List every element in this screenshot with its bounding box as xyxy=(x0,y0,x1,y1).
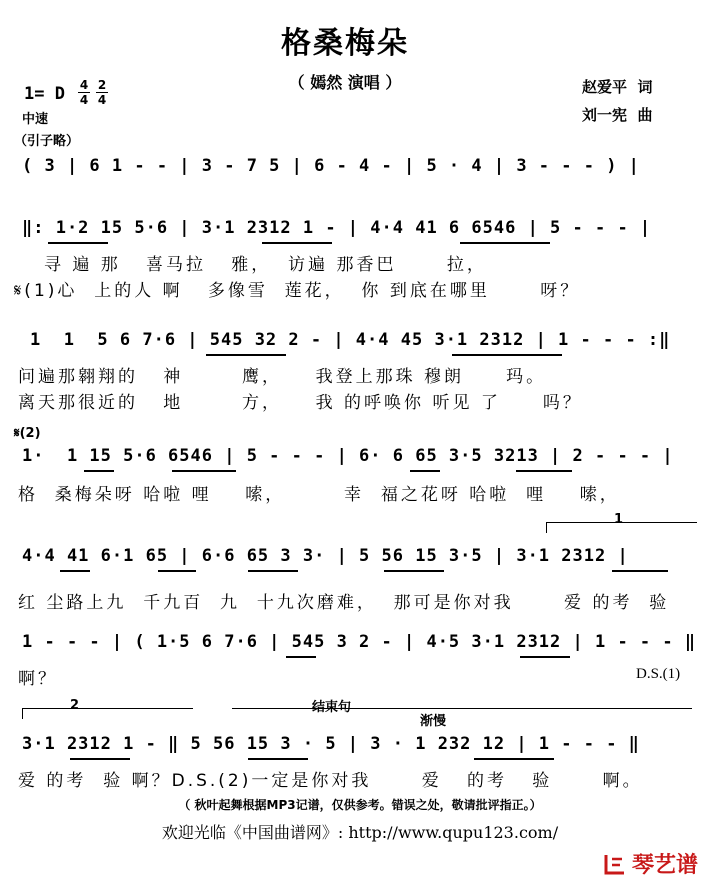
time-signature-2 xyxy=(96,79,108,106)
key-signature: 1= D xyxy=(24,84,65,104)
segno-mark-2: 𝄋(2) xyxy=(14,426,41,441)
lyric-row-3: 格 桑梅朵呀 哈啦 哩 嗦， 幸 福之花呀 哈啦 哩 嗦， xyxy=(18,485,620,505)
tempo-marking: 中速 xyxy=(22,112,49,127)
volta-2-label: 2 xyxy=(70,698,80,713)
score-row-2: 1 1 5 6 7·6 | 545 32 2 - | 4·4 45 3·1 2312 | 1 - - - :‖ xyxy=(30,330,671,350)
site-welcome-link[interactable]: 欢迎光临《中国曲谱网》: http://www.qupu123.com/ xyxy=(161,823,559,842)
lyricist-credit: 赵爱平 词 xyxy=(582,78,653,96)
logo-mark-icon xyxy=(602,851,628,877)
intro-note: （引子略） xyxy=(14,134,80,149)
time-num-1: 4 xyxy=(79,78,89,92)
score-row-4: 4·4 41 6·1 65 | 6·6 65 3 3· | 5 56 15 3·5 | 3·1 2312 | xyxy=(22,546,629,566)
singer-credit: （ 嫣然 演唱 ） xyxy=(288,73,402,92)
logo-text: 琴艺谱 xyxy=(631,853,698,878)
score-row-1: ‖: 1·2 15 5·6 | 3·1 2312 1 - | 4·4 41 6 6546 | 5 - - - | xyxy=(22,218,652,238)
tempo-slow-label: 渐慢 xyxy=(420,714,447,729)
volta-1-label: 1 xyxy=(614,512,624,527)
lyric-row-2-verse-1: 问遍那翱翔的 神 鹰， 我登上那珠 穆朗 玛。 xyxy=(18,367,547,387)
ending-label: 结束句 xyxy=(312,700,352,715)
lyric-row-5: 啊？ xyxy=(18,669,58,689)
score-row-0: ( 3 | 6 1 - - | 3 - 7 5 | 6 - 4 - | 5 · 4 | 3 - - - ) | xyxy=(22,156,640,176)
score-row-3: 1· 1 15 5·6 6546 | 5 - - - | 6· 6 65 3·5 3213 | 2 - - - | xyxy=(22,446,674,466)
time-den-2: 4 xyxy=(97,93,107,107)
lyric-row-1-verse-1: 寻 遍 那 喜马拉 雅， 访遍 那香巴 拉， xyxy=(44,255,487,275)
lyric-row-6: 爱 的考 验 啊？D.S.(2)一定是你对我 爱 的考 验 啊。 xyxy=(18,771,643,791)
lyric-row-4: 红 尘路上九 千九百 九 十九次磨难， 那可是你对我 爱 的考 验 xyxy=(18,593,670,613)
time-num-2: 2 xyxy=(97,78,107,92)
transcriber-note: （ 秋叶起舞根据MP3记谱，仅供参考。错误之处，敬请批评指正。） xyxy=(178,798,542,812)
time-signature-1 xyxy=(78,79,90,106)
lyric-row-2-verse-2: 离天那很近的 地 方， 我 的呼唤你 听见 了 吗？ xyxy=(18,393,583,413)
time-den-1: 4 xyxy=(79,93,89,107)
ds-1-mark: D.S.(1) xyxy=(636,666,681,682)
composer-credit: 刘一宪 曲 xyxy=(582,106,653,124)
site-logo xyxy=(602,848,698,879)
song-title: 格桑梅朵 xyxy=(281,26,409,61)
score-row-5: 1 - - - | ( 1·5 6 7·6 | 545 3 2 - | 4·5 3·1 2312 | 1 - - - ‖ xyxy=(22,632,697,652)
score-row-6: 3·1 2312 1 - ‖ 5 56 15 3 · 5 | 3 · 1 232 12 | 1 - - - ‖ xyxy=(22,734,640,754)
lyric-row-1-verse-2: 𝄋(1)心 上的人 啊 多像雪 莲花， 你 到底在哪里 呀？ xyxy=(14,281,581,301)
